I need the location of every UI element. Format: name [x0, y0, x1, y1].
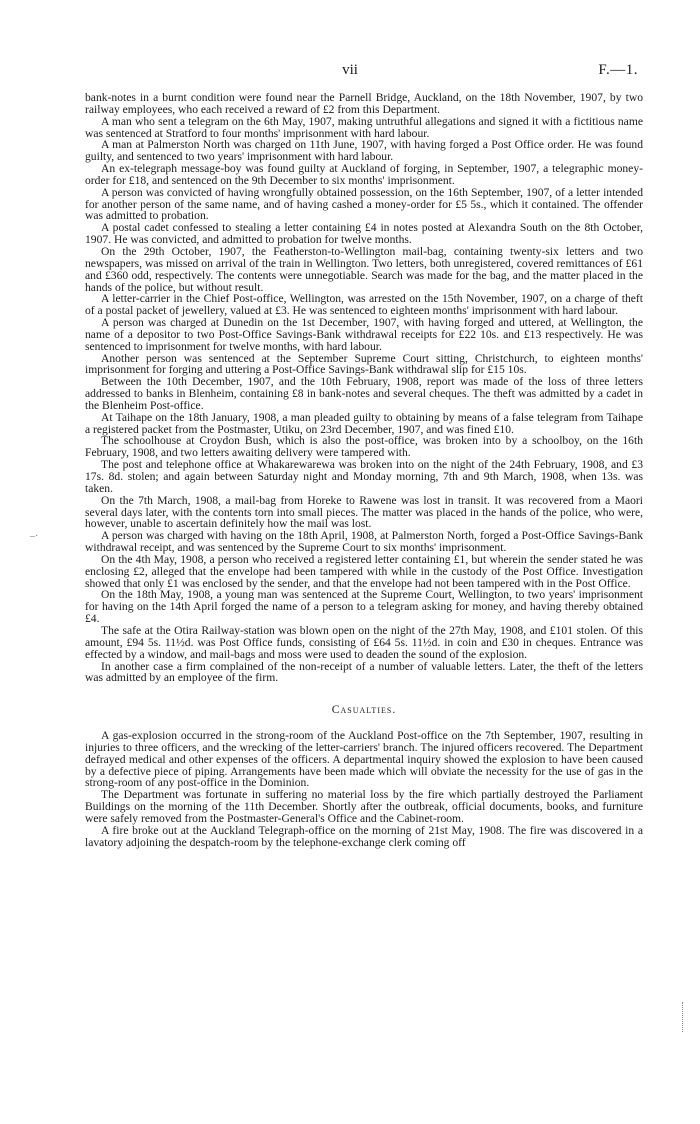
paragraph: The Department was fortunate in suffering no material loss by the fire which partially destroyed the Parliament Buildings on the morning of the 11th December. Shortly after the outbreak, official documents, books, and furniture were safely removed from the Postmaster-General's Office and the Cabinet-room.	[85, 788, 643, 825]
paragraph: The safe at the Otira Railway-station was blown open on the night of the 27th May, 1908, and £101 stolen. Of this amount, £94 5s. 11½d. was Post Office funds, consisting of £64 5s. 11½d. in coin and £30 in cheques. Entrance was effected by a window, and mail-bags and moss were used to deaden the sound of the explosion.	[85, 623, 643, 661]
body-text	[85, 92, 643, 848]
paragraph: A person was convicted of having wrongfully obtained possession, on the 16th September, 1907, of a letter intended for another person of the same name, and of having cashed a money-order for £5 5s., which it contained. The offender was admitted to probation.	[85, 185, 643, 223]
paragraph: On the 4th May, 1908, a person who received a registered letter containing £1, but wherein the sender stated he was enclosing £2, alleged that the envelope had been tampered with while in the custody of the Post Office. Investigation showed that only £1 was enclosed by the sender, and that the envelope had not been tampered with in the Post Office.	[85, 552, 643, 590]
paragraph: An ex-telegraph message-boy was found guilty at Auckland of forging, in September, 1907, a telegraphic money-order for £18, and sentenced on the 9th December to six months' imprisonment.	[85, 162, 643, 187]
page-header	[0, 62, 700, 82]
paragraph: A person was charged with having on the 18th April, 1908, at Palmerston North, forged a Post-Office Savings-Bank withdrawal receipt, and was sentenced by the Supreme Court to six months' imprisonment.	[85, 529, 643, 555]
paragraph: The schoolhouse at Croydon Bush, which is also the post-office, was broken into by a schoolboy, on the 16th February, 1908, and two letters awaiting delivery were tampered with.	[85, 434, 643, 460]
paragraph: On the 29th October, 1907, the Featherston-to-Wellington mail-bag, containing twenty-six letters and two newspapers, was missed on arrival of the train in Wellington. Two letters, both unregistered, covered remittances of £61 and £360 odd, respectively. The contents were unnegotiable. Search was made for the bag, and the matter placed in the hands of the police, but without result.	[85, 244, 643, 294]
paragraph: At Taihape on the 18th January, 1908, a man pleaded guilty to obtaining by means of a false telegram from Taihape a registered packet from the Postmaster, Utiku, on 23rd December, 1907, and was fined £10.	[85, 410, 643, 436]
margin-mark: –·	[30, 531, 39, 542]
paragraph: The post and telephone office at Whakarewarewa was broken into on the night of the 24th February, 1908, and £3 17s. 8d. stolen; and again between Saturday night and Monday morning, 7th and 9th March, 1908, when 13s. was taken.	[85, 458, 643, 495]
page-number: vii	[342, 62, 358, 78]
section-heading: Casualties.	[331, 703, 397, 717]
paragraph: A man at Palmerston North was charged on 11th June, 1907, with having forged a Post Office order. He was found guilty, and sentenced to two years' imprisonment with hard labour.	[85, 138, 643, 164]
paragraph: A gas-explosion occurred in the strong-room of the Auckland Post-office on the 7th September, 1907, resulting in injuries to three officers, and the wrecking of the letter-carriers' branch. The injured officers recovered. The Department defrayed medical and other expenses of the officers. A departmental inquiry showed the explosion to have been caused by a defective piece of piping. Arrangements have been made which will obviate the necessity for the use of gas in the strong-room of any post-office in the Dominion.	[85, 729, 643, 790]
paragraph: Another person was sentenced at the September Supreme Court sitting, Christchurch, to eighteen months' imprisonment for forging and uttering a Post-Office Savings-Bank withdrawal slip for £15 10s.	[85, 351, 643, 377]
paragraph: Between the 10th December, 1907, and the 10th February, 1908, report was made of the loss of three letters addressed to banks in Blenheim, containing £8 in bank-notes and several cheques. The theft was admitted by a cadet in the Blenheim Post-office.	[85, 375, 643, 412]
paragraph: A postal cadet confessed to stealing a letter containing £4 in notes posted at Alexandra South on the 8th October, 1907. He was convicted, and admitted to probation for twelve months.	[85, 221, 643, 247]
paragraph: bank-notes in a burnt condition were found near the Parnell Bridge, Auckland, on the 18th November, 1907, by two railway employees, who each received a reward of £2 from this Department.	[85, 91, 643, 116]
edge-mark	[682, 1002, 687, 1032]
paragraph: A fire broke out at the Auckland Telegraph-office on the morning of 21st May, 1908. The fire was discovered in a lavatory adjoining the despatch-room by the telephone-exchange clerk coming off	[85, 823, 643, 849]
paragraph: On the 18th May, 1908, a young man was sentenced at the Supreme Court, Wellington, to two years' imprisonment for having on the 14th April forged the name of a person to a telegram asking for money, and having thereby obtained £4.	[85, 588, 643, 626]
paragraph: In another case a firm complained of the non-receipt of a number of valuable letters. Later, the theft of the letters was admitted by an employee of the firm.	[85, 659, 643, 685]
paragraph: A person was charged at Dunedin on the 1st December, 1907, with having forged and uttered, at Wellington, the name of a depositor to two Post-Office Savings-Bank withdrawal receipts for £22 10s. and £13 respectively. He was sentenced to imprisonment for twelve months, with hard labour.	[85, 316, 643, 353]
paragraph: On the 7th March, 1908, a mail-bag from Horeke to Rawene was lost in transit. It was recovered from a Maori several days later, with the contents torn into small pieces. The matter was placed in the hands of the police, who were, however, unable to ascertain definitely how the mail was lost.	[85, 493, 643, 531]
paragraph: A man who sent a telegram on the 6th May, 1907, making untruthful allegations and signed it with a fictitious name was sentenced at Stratford to four months' imprisonment with hard labour.	[85, 114, 643, 140]
document-reference: F.—1.	[598, 62, 638, 78]
paragraph: A letter-carrier in the Chief Post-office, Wellington, was arrested on the 15th November, 1907, on a charge of theft of a postal packet of jewellery, valued at £3. He was sentenced to eighteen months' imprisonment with hard labour.	[85, 292, 643, 318]
